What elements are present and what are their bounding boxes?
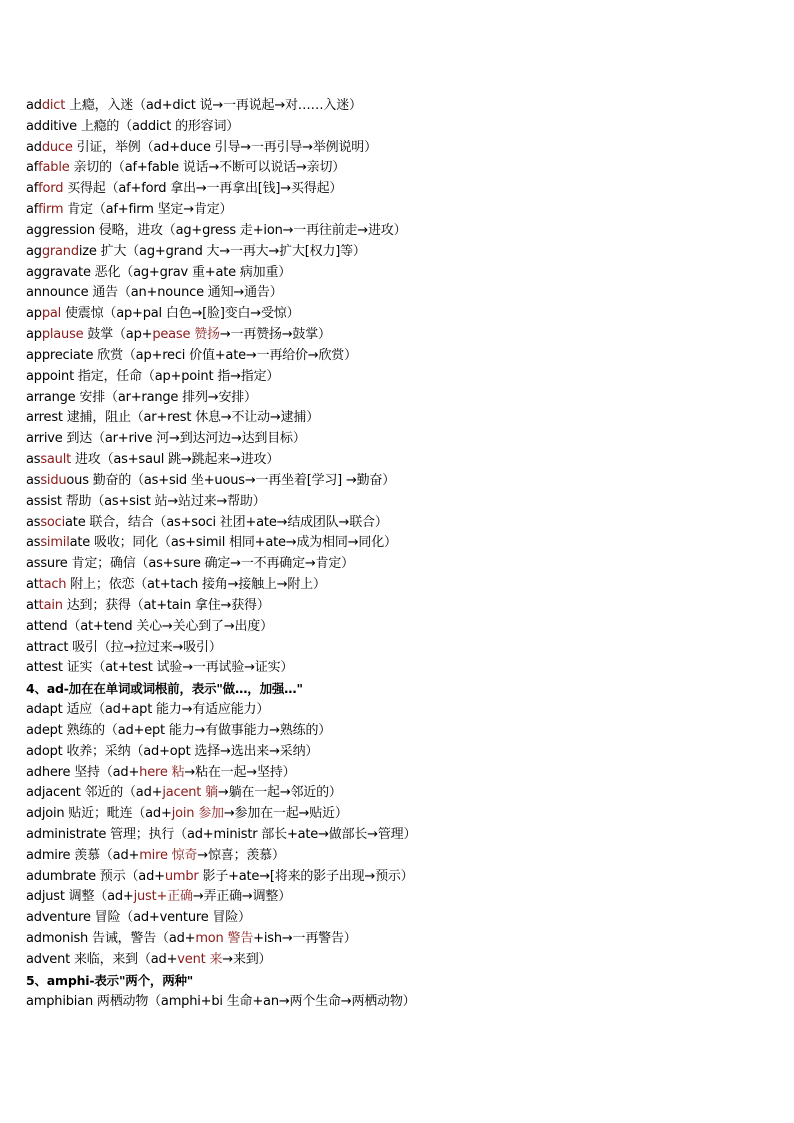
entry-text: 买得起（af+ford 拿出→一再拿出[钱]→买得起） — [63, 181, 343, 197]
vocab-entry — [26, 658, 766, 679]
highlighted-root: plause — [41, 327, 84, 343]
vocab-entry — [26, 533, 766, 554]
highlighted-root: mire 惊奇 — [139, 847, 198, 863]
entry-text: →躺在一起→邻近的） — [217, 785, 342, 801]
entry-text: 进攻（as+saul 跳→跳起来→进攻） — [71, 452, 280, 468]
vocab-entry — [26, 846, 766, 867]
entry-text: →参加在一起→贴近） — [223, 806, 348, 822]
highlighted-root: mon 警告 — [195, 931, 254, 947]
entry-text: attend（at+tend 关心→关心到了→出度） — [26, 618, 273, 634]
vocab-entry — [26, 492, 766, 513]
entry-text: adept 熟练的（ad+ept 能力→有做事能力→熟练的） — [26, 722, 332, 738]
highlighted-root: jacent 躺 — [162, 785, 218, 801]
section-heading — [26, 971, 766, 992]
vocab-entry — [26, 221, 766, 242]
entry-text: ag — [26, 243, 42, 259]
vocab-entry — [26, 471, 766, 492]
entry-text: administrate 管理；执行（ad+ministr 部长+ate→做部长→管理） — [26, 826, 417, 842]
entry-text: 使震惊（ap+pal 白色→[脸]变白→受惊） — [61, 306, 300, 322]
entry-text: +ish→一再警告） — [253, 931, 357, 947]
vocab-entry — [26, 388, 766, 409]
vocab-entry — [26, 575, 766, 596]
entry-text: 引证，举例（ad+duce 引导→一再引导→举例说明） — [72, 139, 377, 155]
entry-text: assure 肯定；确信（as+sure 确定→一不再确定→肯定） — [26, 556, 354, 572]
entry-text: ous 勤奋的（as+sid 坐+uous→一再坐着[学习] →勤奋） — [66, 472, 396, 488]
vocab-entry — [26, 554, 766, 575]
vocab-entry — [26, 242, 766, 263]
entry-text: amphibian 两栖动物（amphi+bi 生命+an→两个生命→两栖动物） — [26, 993, 416, 1009]
vocab-entry — [26, 117, 766, 138]
vocab-entry — [26, 367, 766, 388]
entry-text: 5、amphi-表示"两个，两种" — [26, 972, 194, 988]
entry-text: arrive 到达（ar+rive 河→到达河边→达到目标） — [26, 431, 306, 447]
vocab-entry — [26, 992, 766, 1013]
entry-text: 上瘾，入迷（ad+dict 说→一再说起→对……入迷） — [65, 98, 362, 113]
entry-text: appoint 指定，任命（ap+point 指→指定） — [26, 368, 280, 384]
entry-text: adumbrate 预示（ad+ — [26, 868, 165, 884]
highlighted-root: firm — [38, 202, 64, 218]
highlighted-root: umbr — [164, 868, 199, 884]
highlighted-root: tach — [38, 577, 67, 593]
vocab-entry — [26, 929, 766, 950]
highlighted-root: sault — [40, 452, 72, 468]
entry-text: aggravate 恶化（ag+grav 重+ate 病加重） — [26, 264, 292, 280]
entry-text: aggression 侵略，进攻（ag+gress 走+ion→一再往前走→进攻） — [26, 222, 407, 238]
entry-text: admire 羡慕（ad+ — [26, 847, 140, 863]
entry-text: as — [26, 514, 41, 530]
highlighted-root: vent 来 — [177, 951, 223, 967]
entry-text: ap — [26, 327, 42, 343]
entry-text: adjust 调整（ad+ — [26, 889, 134, 905]
entry-text: advent 来临，来到（ad+ — [26, 951, 178, 967]
entry-text: adjoin 贴近；毗连（ad+ — [26, 806, 172, 822]
vocab-entry — [26, 887, 766, 908]
vocab-entry — [26, 721, 766, 742]
highlighted-root: pal — [41, 306, 62, 322]
entry-text: af — [26, 181, 39, 197]
vocab-entry — [26, 513, 766, 534]
vocab-entry — [26, 346, 766, 367]
highlighted-root: grand — [41, 243, 79, 259]
highlighted-root: join 参加 — [171, 806, 224, 822]
entry-text: adapt 适应（ad+apt 能力→有适应能力） — [26, 702, 270, 718]
vocab-entry — [26, 867, 766, 888]
entry-text: →弄正确→调整） — [192, 889, 291, 905]
vocab-entry — [26, 200, 766, 221]
entry-text: af — [26, 160, 39, 176]
highlighted-root: here 粘 — [139, 764, 185, 780]
vocab-entry — [26, 908, 766, 929]
section-heading — [26, 679, 766, 700]
entry-text: adventure 冒险（ad+venture 冒险） — [26, 910, 251, 926]
vocab-entry — [26, 825, 766, 846]
entry-text: appreciate 欣赏（ap+reci 价值+ate→一再给价→欣赏） — [26, 347, 357, 363]
entry-text: ap — [26, 306, 42, 322]
vocab-entry — [26, 596, 766, 617]
entry-text: adhere 坚持（ad+ — [26, 764, 140, 780]
entry-text: announce 通告（an+nounce 通知→通告） — [26, 285, 283, 301]
entry-text: ad — [26, 98, 42, 113]
entry-text: 肯定（af+firm 坚定→肯定） — [63, 202, 233, 218]
vocab-entry — [26, 742, 766, 763]
highlighted-root: ford — [38, 181, 64, 197]
vocab-entry — [26, 763, 766, 784]
vocab-entry — [26, 179, 766, 200]
vocab-entry — [26, 325, 766, 346]
entry-text: attract 吸引（拉→拉过来→吸引） — [26, 639, 222, 655]
highlighted-root: sidu — [40, 472, 67, 488]
entry-text: →粘在一起→坚持） — [184, 764, 296, 780]
highlighted-root: tain — [38, 597, 63, 613]
highlighted-root: dict — [41, 98, 66, 113]
entry-text: at — [26, 597, 39, 613]
entry-text: 附上；依恋（at+tach 接角→接触上→附上） — [66, 577, 326, 593]
vocab-entry — [26, 408, 766, 429]
entry-text: →来到） — [222, 951, 272, 967]
entry-text: assist 帮助（as+sist 站→站过来→帮助） — [26, 493, 266, 509]
vocab-entry — [26, 638, 766, 659]
entry-text: adopt 收养；采纳（ad+opt 选择→选出来→采纳） — [26, 743, 319, 759]
entry-text: →惊喜；羡慕） — [197, 847, 285, 863]
vocab-entry — [26, 617, 766, 638]
vocab-entry — [26, 138, 766, 159]
entry-text: at — [26, 577, 39, 593]
vocab-entry — [26, 263, 766, 284]
highlighted-root: duce — [41, 139, 73, 155]
highlighted-root: pease 赞扬 — [152, 327, 220, 343]
entry-text: ate 吸收；同化（as+simil 相同+ate→成为相同→同化） — [69, 535, 397, 551]
entry-text: arrange 安排（ar+range 排列→安排） — [26, 389, 257, 405]
vocab-entry — [26, 283, 766, 304]
entry-text: admonish 告诫，警告（ad+ — [26, 931, 196, 947]
entry-text: →一再赞扬→鼓掌） — [219, 327, 331, 343]
entry-text: ate 联合，结合（as+soci 社团+ate→结成团队→联合） — [65, 514, 388, 530]
vocab-entry — [26, 158, 766, 179]
vocab-entry — [26, 96, 766, 117]
entry-text: af — [26, 202, 39, 218]
vocab-entry — [26, 950, 766, 971]
entry-text: adjacent 邻近的（ad+ — [26, 785, 163, 801]
entry-text: arrest 逮捕，阻止（ar+rest 休息→不让动→逮捕） — [26, 410, 319, 426]
entry-text: 亲切的（af+fable 说话→不断可以说话→亲切） — [69, 160, 346, 176]
highlighted-root: just+正确 — [133, 889, 193, 905]
entry-text: 达到；获得（at+tain 拿住→获得） — [62, 597, 270, 613]
entry-text: as — [26, 452, 41, 468]
entry-text: attest 证实（at+test 试验→一再试验→证实） — [26, 660, 294, 676]
word-list — [26, 96, 766, 1012]
highlighted-root: fable — [38, 160, 70, 176]
vocab-entry — [26, 304, 766, 325]
entry-text: 4、ad-加在在单词或词根前，表示"做…，加强…" — [26, 681, 303, 697]
entry-text: 影子+ate→[将来的影子出现→预示） — [198, 868, 414, 884]
highlighted-root: soci — [40, 514, 66, 530]
vocab-entry — [26, 450, 766, 471]
vocab-entry — [26, 783, 766, 804]
highlighted-root: simil — [40, 535, 70, 551]
entry-text: 鼓掌（ap+ — [83, 327, 153, 343]
entry-text: ize 扩大（ag+grand 大→一再大→扩大[权力]等） — [78, 243, 366, 259]
entry-text: as — [26, 472, 41, 488]
vocab-entry — [26, 700, 766, 721]
entry-text: ad — [26, 139, 42, 155]
vocab-entry — [26, 429, 766, 450]
vocab-entry — [26, 804, 766, 825]
entry-text: as — [26, 535, 41, 551]
entry-text: additive 上瘾的（addict 的形容词） — [26, 118, 240, 134]
